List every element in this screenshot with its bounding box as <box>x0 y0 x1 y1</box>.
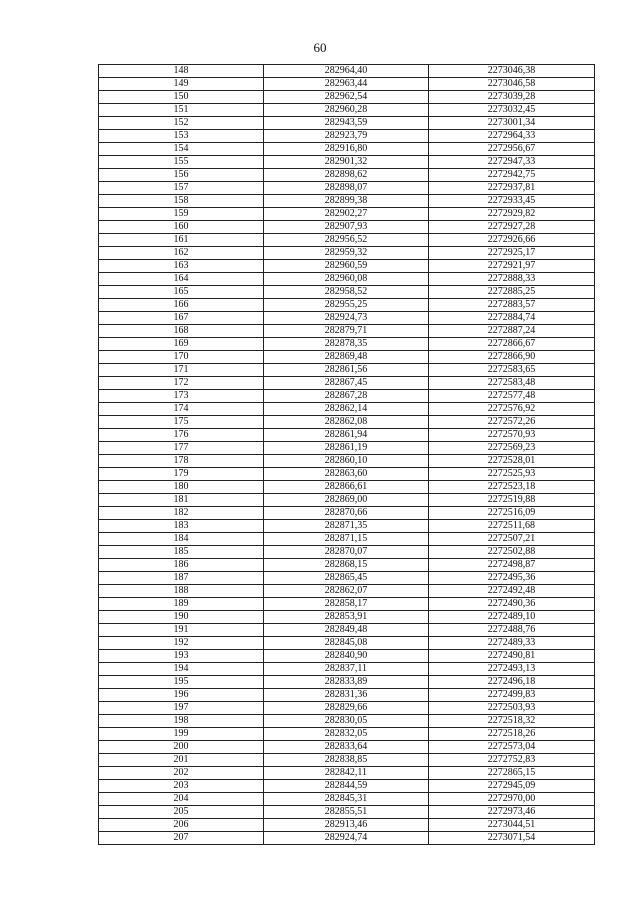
x-coordinate-cell: 282924,73 <box>264 312 429 325</box>
y-coordinate-cell: 2272888,33 <box>429 273 595 286</box>
table-row <box>99 390 595 403</box>
x-coordinate-cell: 282898,07 <box>264 182 429 195</box>
y-coordinate-cell: 2272964,33 <box>429 130 595 143</box>
point-number-cell: 170 <box>99 351 264 364</box>
point-number-cell: 148 <box>99 65 264 78</box>
x-coordinate-cell: 282960,28 <box>264 104 429 117</box>
x-coordinate-cell: 282833,89 <box>264 676 429 689</box>
x-coordinate-cell: 282907,93 <box>264 221 429 234</box>
table-row <box>99 195 595 208</box>
point-number-cell: 183 <box>99 520 264 533</box>
point-number-cell: 192 <box>99 637 264 650</box>
table-row <box>99 169 595 182</box>
y-coordinate-cell: 2272866,67 <box>429 338 595 351</box>
x-coordinate-cell: 282853,91 <box>264 611 429 624</box>
y-coordinate-cell: 2272942,75 <box>429 169 595 182</box>
point-number-cell: 172 <box>99 377 264 390</box>
table-row <box>99 182 595 195</box>
y-coordinate-cell: 2272883,57 <box>429 299 595 312</box>
y-coordinate-cell: 2272498,87 <box>429 559 595 572</box>
table-row <box>99 312 595 325</box>
y-coordinate-cell: 2272503,93 <box>429 702 595 715</box>
x-coordinate-cell: 282838,85 <box>264 754 429 767</box>
point-number-cell: 149 <box>99 78 264 91</box>
y-coordinate-cell: 2272945,09 <box>429 780 595 793</box>
table-row <box>99 286 595 299</box>
point-number-cell: 191 <box>99 624 264 637</box>
y-coordinate-cell: 2272511,68 <box>429 520 595 533</box>
table-row <box>99 624 595 637</box>
point-number-cell: 174 <box>99 403 264 416</box>
point-number-cell: 196 <box>99 689 264 702</box>
table-row <box>99 429 595 442</box>
point-number-cell: 187 <box>99 572 264 585</box>
x-coordinate-cell: 282959,32 <box>264 247 429 260</box>
table-row <box>99 442 595 455</box>
point-number-cell: 158 <box>99 195 264 208</box>
table-row <box>99 611 595 624</box>
y-coordinate-cell: 2272489,33 <box>429 637 595 650</box>
y-coordinate-cell: 2272492,48 <box>429 585 595 598</box>
point-number-cell: 162 <box>99 247 264 260</box>
y-coordinate-cell: 2272518,32 <box>429 715 595 728</box>
y-coordinate-cell: 2272970,00 <box>429 793 595 806</box>
table-row <box>99 351 595 364</box>
x-coordinate-cell: 282871,35 <box>264 520 429 533</box>
x-coordinate-cell: 282956,52 <box>264 234 429 247</box>
point-number-cell: 173 <box>99 390 264 403</box>
x-coordinate-cell: 282867,45 <box>264 377 429 390</box>
point-number-cell: 169 <box>99 338 264 351</box>
x-coordinate-cell: 282958,52 <box>264 286 429 299</box>
x-coordinate-cell: 282924,74 <box>264 832 429 845</box>
point-number-cell: 206 <box>99 819 264 832</box>
y-coordinate-cell: 2272866,90 <box>429 351 595 364</box>
y-coordinate-cell: 2272507,21 <box>429 533 595 546</box>
y-coordinate-cell: 2272927,28 <box>429 221 595 234</box>
point-number-cell: 179 <box>99 468 264 481</box>
y-coordinate-cell: 2272583,48 <box>429 377 595 390</box>
table-row <box>99 728 595 741</box>
point-number-cell: 200 <box>99 741 264 754</box>
point-number-cell: 178 <box>99 455 264 468</box>
x-coordinate-cell: 282960,08 <box>264 273 429 286</box>
table-row <box>99 546 595 559</box>
x-coordinate-cell: 282849,48 <box>264 624 429 637</box>
table-row <box>99 455 595 468</box>
y-coordinate-cell: 2272865,15 <box>429 767 595 780</box>
point-number-cell: 181 <box>99 494 264 507</box>
point-number-cell: 164 <box>99 273 264 286</box>
x-coordinate-cell: 282869,48 <box>264 351 429 364</box>
y-coordinate-cell: 2272523,18 <box>429 481 595 494</box>
y-coordinate-cell: 2272525,93 <box>429 468 595 481</box>
point-number-cell: 189 <box>99 598 264 611</box>
table-row <box>99 377 595 390</box>
x-coordinate-cell: 282870,66 <box>264 507 429 520</box>
y-coordinate-cell: 2272752,83 <box>429 754 595 767</box>
point-number-cell: 175 <box>99 416 264 429</box>
point-number-cell: 163 <box>99 260 264 273</box>
table-row <box>99 754 595 767</box>
y-coordinate-cell: 2272502,88 <box>429 546 595 559</box>
point-number-cell: 171 <box>99 364 264 377</box>
y-coordinate-cell: 2272516,09 <box>429 507 595 520</box>
table-row <box>99 520 595 533</box>
table-row <box>99 494 595 507</box>
x-coordinate-cell: 282845,08 <box>264 637 429 650</box>
table-row <box>99 637 595 650</box>
y-coordinate-cell: 2272576,92 <box>429 403 595 416</box>
table-row <box>99 325 595 338</box>
point-number-cell: 190 <box>99 611 264 624</box>
point-number-cell: 154 <box>99 143 264 156</box>
table-row <box>99 403 595 416</box>
x-coordinate-cell: 282870,07 <box>264 546 429 559</box>
point-number-cell: 156 <box>99 169 264 182</box>
table-row <box>99 208 595 221</box>
point-number-cell: 160 <box>99 221 264 234</box>
y-coordinate-cell: 2273032,45 <box>429 104 595 117</box>
table-row <box>99 819 595 832</box>
y-coordinate-cell: 2272925,17 <box>429 247 595 260</box>
y-coordinate-cell: 2273071,54 <box>429 832 595 845</box>
y-coordinate-cell: 2273046,38 <box>429 65 595 78</box>
x-coordinate-cell: 282916,80 <box>264 143 429 156</box>
table-row <box>99 533 595 546</box>
table-row <box>99 65 595 78</box>
x-coordinate-cell: 282913,46 <box>264 819 429 832</box>
point-number-cell: 176 <box>99 429 264 442</box>
table-row <box>99 247 595 260</box>
x-coordinate-cell: 282833,64 <box>264 741 429 754</box>
y-coordinate-cell: 2272973,46 <box>429 806 595 819</box>
table-row <box>99 468 595 481</box>
x-coordinate-cell: 282861,94 <box>264 429 429 442</box>
x-coordinate-cell: 282845,31 <box>264 793 429 806</box>
point-number-cell: 167 <box>99 312 264 325</box>
y-coordinate-cell: 2272885,25 <box>429 286 595 299</box>
y-coordinate-cell: 2272947,33 <box>429 156 595 169</box>
y-coordinate-cell: 2272488,76 <box>429 624 595 637</box>
x-coordinate-cell: 282878,35 <box>264 338 429 351</box>
table-row <box>99 91 595 104</box>
point-number-cell: 180 <box>99 481 264 494</box>
table-row <box>99 338 595 351</box>
point-number-cell: 197 <box>99 702 264 715</box>
x-coordinate-cell: 282840,90 <box>264 650 429 663</box>
x-coordinate-cell: 282898,62 <box>264 169 429 182</box>
table-row <box>99 273 595 286</box>
point-number-cell: 150 <box>99 91 264 104</box>
x-coordinate-cell: 282871,15 <box>264 533 429 546</box>
y-coordinate-cell: 2272933,45 <box>429 195 595 208</box>
table-row <box>99 767 595 780</box>
table-row <box>99 702 595 715</box>
x-coordinate-cell: 282899,38 <box>264 195 429 208</box>
table-row <box>99 572 595 585</box>
y-coordinate-cell: 2272937,81 <box>429 182 595 195</box>
y-coordinate-cell: 2272496,18 <box>429 676 595 689</box>
table-row <box>99 299 595 312</box>
y-coordinate-cell: 2272572,26 <box>429 416 595 429</box>
x-coordinate-cell: 282964,40 <box>264 65 429 78</box>
point-number-cell: 194 <box>99 663 264 676</box>
table-row <box>99 234 595 247</box>
x-coordinate-cell: 282863,60 <box>264 468 429 481</box>
point-number-cell: 195 <box>99 676 264 689</box>
point-number-cell: 203 <box>99 780 264 793</box>
table-row <box>99 676 595 689</box>
point-number-cell: 186 <box>99 559 264 572</box>
x-coordinate-cell: 282955,25 <box>264 299 429 312</box>
point-number-cell: 168 <box>99 325 264 338</box>
y-coordinate-cell: 2272921,97 <box>429 260 595 273</box>
x-coordinate-cell: 282865,45 <box>264 572 429 585</box>
point-number-cell: 182 <box>99 507 264 520</box>
table-row <box>99 416 595 429</box>
x-coordinate-cell: 282902,27 <box>264 208 429 221</box>
point-number-cell: 161 <box>99 234 264 247</box>
y-coordinate-cell: 2272570,93 <box>429 429 595 442</box>
table-row <box>99 780 595 793</box>
point-number-cell: 165 <box>99 286 264 299</box>
y-coordinate-cell: 2272493,13 <box>429 663 595 676</box>
x-coordinate-cell: 282868,15 <box>264 559 429 572</box>
y-coordinate-cell: 2273001,34 <box>429 117 595 130</box>
point-number-cell: 207 <box>99 832 264 845</box>
point-number-cell: 166 <box>99 299 264 312</box>
point-number-cell: 205 <box>99 806 264 819</box>
x-coordinate-cell: 282829,66 <box>264 702 429 715</box>
y-coordinate-cell: 2272573,04 <box>429 741 595 754</box>
table-row <box>99 559 595 572</box>
table-row <box>99 689 595 702</box>
x-coordinate-cell: 282855,51 <box>264 806 429 819</box>
x-coordinate-cell: 282861,56 <box>264 364 429 377</box>
table-row <box>99 156 595 169</box>
table-row <box>99 650 595 663</box>
x-coordinate-cell: 282867,28 <box>264 390 429 403</box>
table-row <box>99 585 595 598</box>
y-coordinate-cell: 2272495,36 <box>429 572 595 585</box>
y-coordinate-cell: 2272887,24 <box>429 325 595 338</box>
point-number-cell: 157 <box>99 182 264 195</box>
table-row <box>99 117 595 130</box>
x-coordinate-cell: 282837,11 <box>264 663 429 676</box>
point-number-cell: 188 <box>99 585 264 598</box>
y-coordinate-cell: 2272518,26 <box>429 728 595 741</box>
table-row <box>99 143 595 156</box>
x-coordinate-cell: 282923,79 <box>264 130 429 143</box>
point-number-cell: 185 <box>99 546 264 559</box>
x-coordinate-cell: 282858,17 <box>264 598 429 611</box>
x-coordinate-cell: 282844,59 <box>264 780 429 793</box>
y-coordinate-cell: 2273039,28 <box>429 91 595 104</box>
x-coordinate-cell: 282943,59 <box>264 117 429 130</box>
point-number-cell: 193 <box>99 650 264 663</box>
y-coordinate-cell: 2272583,65 <box>429 364 595 377</box>
x-coordinate-cell: 282832,05 <box>264 728 429 741</box>
point-number-cell: 201 <box>99 754 264 767</box>
table-row <box>99 715 595 728</box>
x-coordinate-cell: 282861,19 <box>264 442 429 455</box>
point-number-cell: 199 <box>99 728 264 741</box>
x-coordinate-cell: 282842,11 <box>264 767 429 780</box>
table-row <box>99 364 595 377</box>
table-row <box>99 598 595 611</box>
point-number-cell: 153 <box>99 130 264 143</box>
point-number-cell: 198 <box>99 715 264 728</box>
table-row <box>99 78 595 91</box>
point-number-cell: 204 <box>99 793 264 806</box>
y-coordinate-cell: 2272499,83 <box>429 689 595 702</box>
table-row <box>99 221 595 234</box>
y-coordinate-cell: 2272884,74 <box>429 312 595 325</box>
point-number-cell: 152 <box>99 117 264 130</box>
x-coordinate-cell: 282862,08 <box>264 416 429 429</box>
point-number-cell: 151 <box>99 104 264 117</box>
x-coordinate-cell: 282830,05 <box>264 715 429 728</box>
y-coordinate-cell: 2273044,51 <box>429 819 595 832</box>
y-coordinate-cell: 2272577,48 <box>429 390 595 403</box>
table-row <box>99 104 595 117</box>
table-row <box>99 741 595 754</box>
x-coordinate-cell: 282962,54 <box>264 91 429 104</box>
table-row <box>99 260 595 273</box>
coordinates-table-body <box>99 65 595 845</box>
page-number: 60 <box>313 40 327 55</box>
coordinates-table <box>98 64 595 845</box>
x-coordinate-cell: 282901,32 <box>264 156 429 169</box>
y-coordinate-cell: 2272490,36 <box>429 598 595 611</box>
x-coordinate-cell: 282963,44 <box>264 78 429 91</box>
y-coordinate-cell: 2272528,01 <box>429 455 595 468</box>
point-number-cell: 155 <box>99 156 264 169</box>
y-coordinate-cell: 2272489,10 <box>429 611 595 624</box>
x-coordinate-cell: 282831,36 <box>264 689 429 702</box>
table-row <box>99 481 595 494</box>
point-number-cell: 184 <box>99 533 264 546</box>
y-coordinate-cell: 2272926,66 <box>429 234 595 247</box>
table-row <box>99 806 595 819</box>
y-coordinate-cell: 2272519,88 <box>429 494 595 507</box>
x-coordinate-cell: 282960,59 <box>264 260 429 273</box>
point-number-cell: 202 <box>99 767 264 780</box>
x-coordinate-cell: 282869,00 <box>264 494 429 507</box>
y-coordinate-cell: 2272490,81 <box>429 650 595 663</box>
point-number-cell: 177 <box>99 442 264 455</box>
y-coordinate-cell: 2273046,58 <box>429 78 595 91</box>
x-coordinate-cell: 282862,07 <box>264 585 429 598</box>
table-row <box>99 793 595 806</box>
point-number-cell: 159 <box>99 208 264 221</box>
x-coordinate-cell: 282879,71 <box>264 325 429 338</box>
x-coordinate-cell: 282860,10 <box>264 455 429 468</box>
table-row <box>99 130 595 143</box>
table-row <box>99 663 595 676</box>
y-coordinate-cell: 2272956,67 <box>429 143 595 156</box>
y-coordinate-cell: 2272569,23 <box>429 442 595 455</box>
y-coordinate-cell: 2272929,82 <box>429 208 595 221</box>
table-row <box>99 832 595 845</box>
x-coordinate-cell: 282866,61 <box>264 481 429 494</box>
x-coordinate-cell: 282862,14 <box>264 403 429 416</box>
table-row <box>99 507 595 520</box>
